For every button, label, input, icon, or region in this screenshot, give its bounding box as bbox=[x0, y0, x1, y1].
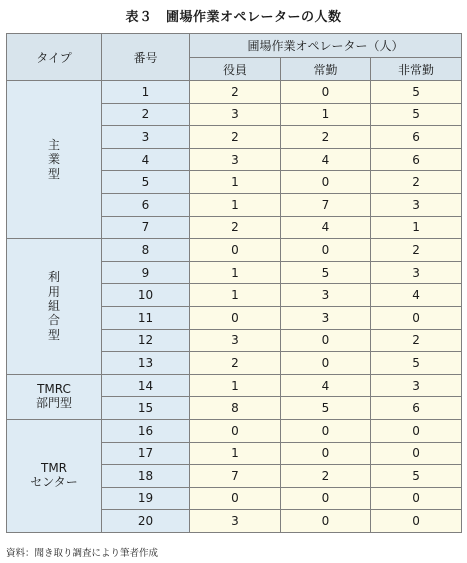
yakuin-value: 2 bbox=[190, 126, 281, 149]
jokin-value: 4 bbox=[281, 374, 371, 397]
row-number: 14 bbox=[102, 374, 190, 397]
hijokin-value: 0 bbox=[371, 306, 462, 329]
hijokin-value: 0 bbox=[371, 510, 462, 533]
row-number: 1 bbox=[102, 81, 190, 104]
type-cell bbox=[7, 419, 102, 532]
row-number: 9 bbox=[102, 261, 190, 284]
type-label-line: TMR bbox=[40, 461, 68, 476]
row-number: 20 bbox=[102, 510, 190, 533]
row-number: 8 bbox=[102, 239, 190, 262]
yakuin-value: 3 bbox=[190, 148, 281, 171]
type-label-line: 部門型 bbox=[35, 395, 72, 410]
type-label: 利用組合型 bbox=[47, 270, 60, 342]
row-number: 10 bbox=[102, 284, 190, 307]
jokin-value: 3 bbox=[281, 284, 371, 307]
type-label-line: TMRC bbox=[37, 382, 71, 397]
yakuin-value: 1 bbox=[190, 374, 281, 397]
jokin-value: 7 bbox=[281, 193, 371, 216]
jokin-value: 0 bbox=[281, 487, 371, 510]
header-number: 番号 bbox=[102, 34, 190, 81]
row-number: 15 bbox=[102, 397, 190, 420]
jokin-value: 0 bbox=[281, 81, 371, 104]
jokin-value: 0 bbox=[281, 510, 371, 533]
yakuin-value: 2 bbox=[190, 352, 281, 375]
type-label-line: センター bbox=[30, 474, 78, 489]
header-type: タイプ bbox=[7, 34, 102, 81]
hijokin-value: 6 bbox=[371, 148, 462, 171]
yakuin-value: 7 bbox=[190, 465, 281, 488]
row-number: 2 bbox=[102, 103, 190, 126]
jokin-value: 0 bbox=[281, 442, 371, 465]
table-title: 表３ 圃場作業オペレーターの人数 bbox=[125, 10, 342, 25]
yakuin-value: 0 bbox=[190, 487, 281, 510]
hijokin-value: 0 bbox=[371, 442, 462, 465]
row-number: 6 bbox=[102, 193, 190, 216]
type-cell bbox=[7, 374, 102, 419]
yakuin-value: 3 bbox=[190, 329, 281, 352]
yakuin-value: 3 bbox=[190, 510, 281, 533]
yakuin-value: 0 bbox=[190, 239, 281, 262]
jokin-value: 4 bbox=[281, 216, 371, 239]
hijokin-value: 3 bbox=[371, 193, 462, 216]
hijokin-value: 6 bbox=[371, 126, 462, 149]
hijokin-value: 6 bbox=[371, 397, 462, 420]
row-number: 17 bbox=[102, 442, 190, 465]
yakuin-value: 8 bbox=[190, 397, 281, 420]
table-row bbox=[7, 81, 462, 104]
header-yakuin: 役員 bbox=[190, 58, 281, 81]
footnote: 資料：聞き取り調査により筆者作成 bbox=[6, 548, 159, 559]
hijokin-value: 5 bbox=[371, 103, 462, 126]
type-cell bbox=[7, 239, 102, 375]
row-number: 19 bbox=[102, 487, 190, 510]
jokin-value: 2 bbox=[281, 126, 371, 149]
operator-table bbox=[6, 33, 462, 533]
yakuin-value: 1 bbox=[190, 442, 281, 465]
row-number: 13 bbox=[102, 352, 190, 375]
row-number: 7 bbox=[102, 216, 190, 239]
hijokin-value: 3 bbox=[371, 261, 462, 284]
row-number: 4 bbox=[102, 148, 190, 171]
table-body bbox=[7, 34, 462, 533]
hijokin-value: 2 bbox=[371, 329, 462, 352]
header-hijokin: 非常勤 bbox=[371, 58, 462, 81]
jokin-value: 3 bbox=[281, 306, 371, 329]
row-number: 3 bbox=[102, 126, 190, 149]
hijokin-value: 5 bbox=[371, 352, 462, 375]
hijokin-value: 0 bbox=[371, 419, 462, 442]
yakuin-value: 3 bbox=[190, 103, 281, 126]
jokin-value: 0 bbox=[281, 419, 371, 442]
hijokin-value: 5 bbox=[371, 465, 462, 488]
jokin-value: 0 bbox=[281, 171, 371, 194]
yakuin-value: 1 bbox=[190, 171, 281, 194]
header-row-1 bbox=[7, 34, 462, 58]
header-operators: 圃場作業オペレーター（人） bbox=[190, 34, 462, 58]
table-row bbox=[7, 374, 462, 397]
header-jokin: 常勤 bbox=[281, 58, 371, 81]
jokin-value: 2 bbox=[281, 465, 371, 488]
jokin-value: 5 bbox=[281, 397, 371, 420]
row-number: 12 bbox=[102, 329, 190, 352]
yakuin-value: 1 bbox=[190, 284, 281, 307]
row-number: 18 bbox=[102, 465, 190, 488]
hijokin-value: 2 bbox=[371, 239, 462, 262]
hijokin-value: 0 bbox=[371, 487, 462, 510]
yakuin-value: 2 bbox=[190, 216, 281, 239]
jokin-value: 0 bbox=[281, 329, 371, 352]
jokin-value: 0 bbox=[281, 239, 371, 262]
jokin-value: 0 bbox=[281, 352, 371, 375]
type-cell bbox=[7, 81, 102, 239]
yakuin-value: 1 bbox=[190, 261, 281, 284]
table-row bbox=[7, 419, 462, 442]
yakuin-value: 0 bbox=[190, 419, 281, 442]
jokin-value: 4 bbox=[281, 148, 371, 171]
hijokin-value: 5 bbox=[371, 81, 462, 104]
yakuin-value: 0 bbox=[190, 306, 281, 329]
hijokin-value: 4 bbox=[371, 284, 462, 307]
row-number: 16 bbox=[102, 419, 190, 442]
hijokin-value: 2 bbox=[371, 171, 462, 194]
row-number: 11 bbox=[102, 306, 190, 329]
yakuin-value: 1 bbox=[190, 193, 281, 216]
type-label: 主業型 bbox=[47, 137, 60, 181]
hijokin-value: 1 bbox=[371, 216, 462, 239]
jokin-value: 1 bbox=[281, 103, 371, 126]
table-row bbox=[7, 239, 462, 262]
yakuin-value: 2 bbox=[190, 81, 281, 104]
jokin-value: 5 bbox=[281, 261, 371, 284]
hijokin-value: 3 bbox=[371, 374, 462, 397]
row-number: 5 bbox=[102, 171, 190, 194]
